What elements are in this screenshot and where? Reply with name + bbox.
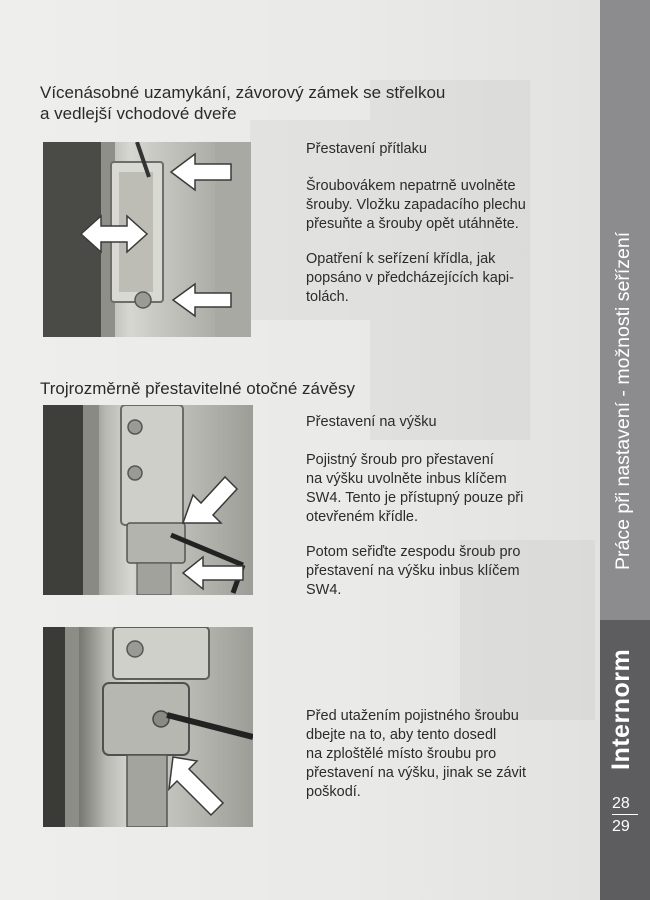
- lock-striker-photo: [43, 142, 251, 337]
- hinge-lock-screw-photo: [43, 627, 253, 827]
- hinge-height-photo: [43, 405, 253, 595]
- hinge-lock-screw-illustration: [43, 627, 253, 827]
- height-adjust-caption: Přestavení na výšku: [306, 414, 437, 430]
- heading-line: Vícenásobné uzamykání, závorový zámek se střelkou: [40, 83, 446, 102]
- page-number-divider: [612, 814, 638, 815]
- page-number-right: 29: [612, 818, 630, 835]
- height-adjust-text-2: [306, 543, 591, 600]
- sash-adjust-text: [306, 250, 586, 307]
- text-line: otevřeném křídle.: [306, 509, 419, 525]
- text-line: šrouby. Vložku zapadacího plechu: [306, 197, 526, 213]
- lock-screw-warning-text: [306, 707, 591, 802]
- text-line: tolách.: [306, 289, 349, 305]
- text-line: Před utažením pojistného šroubu: [306, 708, 519, 724]
- lock-striker-illustration: [43, 142, 251, 337]
- text-line: dbejte na to, aby tento dosedl: [306, 727, 497, 743]
- text-line: na zploštělé místo šroubu pro: [306, 746, 497, 762]
- hinge-height-illustration: [43, 405, 253, 595]
- text-line: na výšku uvolněte inbus klíčem: [306, 471, 507, 487]
- text-line: přesuňte a šrouby opět utáhněte.: [306, 216, 519, 232]
- text-line: Šroubovákem nepatrně uvolněte: [306, 178, 516, 194]
- brand-logo: Internorm: [607, 648, 635, 770]
- text-line: Opatření k seřízení křídla, jak: [306, 251, 496, 267]
- text-line: Pojistný šroub pro přestavení: [306, 452, 494, 468]
- heading-line: a vedlejší vchodové dveře: [40, 104, 237, 123]
- chapter-title: Práce při nastavení - možnosti seřízení: [612, 231, 634, 570]
- height-adjust-text: [306, 451, 591, 527]
- text-line: SW4.: [306, 582, 342, 598]
- arrow-diagonal-icon: [169, 757, 223, 815]
- text-line: přestavení na výšku inbus klíčem: [306, 563, 520, 579]
- adjust-pressure-caption: Přestavení přítlaku: [306, 141, 427, 157]
- page-number-left: 28: [612, 795, 630, 812]
- text-line: SW4. Tento je přístupný pouze při: [306, 490, 524, 506]
- section-2-heading: Trojrozměrně přestavitelné otočné závěsy: [40, 379, 355, 398]
- text-line: přestavení na výšku, jinak se závit: [306, 765, 527, 781]
- text-line: popsáno v předcházejících kapi-: [306, 270, 514, 286]
- text-line: poškodí.: [306, 784, 361, 800]
- adjust-pressure-text: [306, 177, 586, 234]
- text-line: Potom seřiďte zespodu šroub pro: [306, 544, 521, 560]
- arrow-diagonal-icon: [183, 477, 237, 523]
- section-1-heading: [40, 82, 510, 124]
